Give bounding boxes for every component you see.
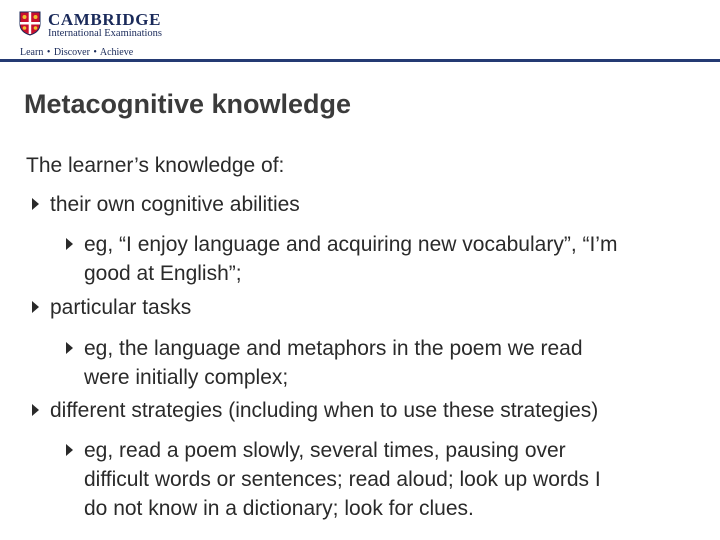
- bullet-text: particular tasks: [50, 296, 192, 319]
- sub-bullet-arrow-icon: [66, 444, 73, 456]
- sub-bullet-arrow-icon: [66, 238, 73, 250]
- sub-bullet-continuation: do not know in a dictionary; look for clues.: [84, 497, 474, 520]
- header-rule: [0, 59, 720, 62]
- header-banner: [0, 0, 720, 61]
- bullet-particular-tasks: [32, 296, 191, 320]
- slide-title: Metacognitive knowledge: [24, 89, 352, 119]
- sub-bullet-continuation: difficult words or sentences; read aloud; look up words I: [84, 468, 601, 491]
- sub-bullet-different-strategies: [66, 436, 706, 523]
- bullet-cognitive-abilities: [32, 193, 300, 217]
- sub-bullet-text: eg, read a poem slowly, several times, pausing over: [84, 439, 566, 462]
- bullet-different-strategies: [32, 399, 598, 423]
- cambridge-logo: [0, 0, 720, 61]
- brand-name: CAMBRIDGE: [48, 10, 162, 29]
- bullet-text: their own cognitive abilities: [50, 193, 300, 216]
- sub-bullet-continuation: were initially complex;: [84, 366, 289, 389]
- slide-intro: The learner’s knowledge of:: [26, 154, 285, 177]
- sub-bullet-particular-tasks: [66, 334, 706, 392]
- bullet-arrow-icon: [32, 198, 39, 210]
- bullet-arrow-icon: [32, 301, 39, 313]
- brand-subtitle: International Examinations: [48, 28, 163, 39]
- sub-bullet-text: eg, “I enjoy language and acquiring new vocabulary”, “I’m: [84, 233, 618, 256]
- university-shield-icon: [19, 11, 41, 36]
- bullet-arrow-icon: [32, 404, 39, 416]
- brand-tagline: Learn • Discover • Achieve: [20, 47, 134, 58]
- sub-bullet-cognitive-abilities: [66, 230, 706, 288]
- sub-bullet-continuation: good at English”;: [84, 262, 242, 285]
- bullet-text: different strategies (including when to use these strategies): [50, 399, 599, 422]
- sub-bullet-arrow-icon: [66, 342, 73, 354]
- sub-bullet-text: eg, the language and metaphors in the poem we read: [84, 337, 583, 360]
